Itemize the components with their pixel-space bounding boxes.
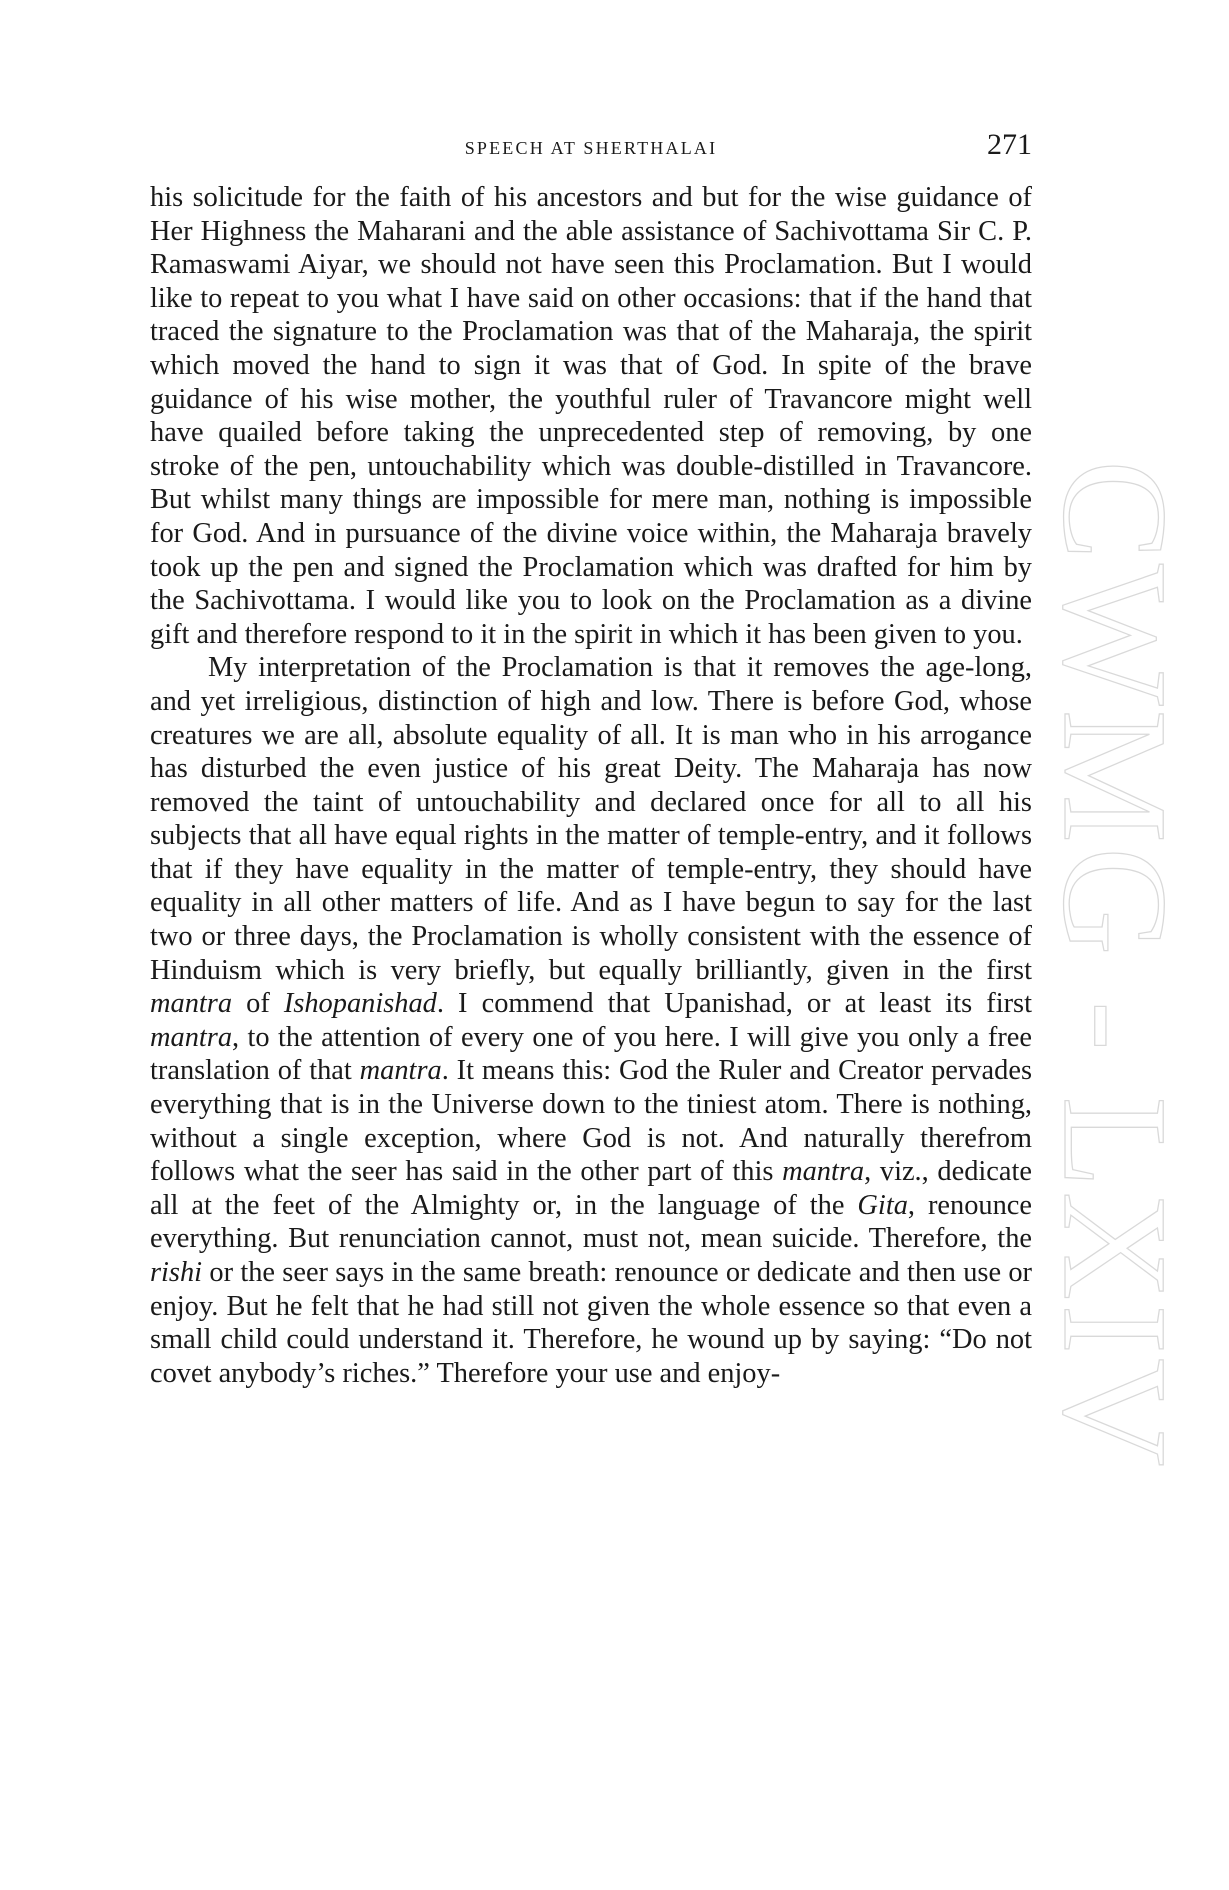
paragraph <box>150 181 1032 651</box>
italic-term: mantra <box>150 988 233 1020</box>
text-run: . It means this: God the Ruler and Creator pervades everything that is in the Universe down to the tiniest atom. There is nothing, without a single exception, where God is not. And naturally therefrom follows what the seer has said in the other part of this <box>150 1055 1032 1188</box>
page-number: 271 <box>987 128 1032 161</box>
paragraph <box>150 651 1032 1390</box>
body-text <box>150 181 1032 1390</box>
italic-term: mantra <box>782 1156 865 1188</box>
italic-term: mantra <box>359 1055 442 1087</box>
italic-term: Ishopanishad <box>283 988 437 1020</box>
running-head <box>150 128 1032 168</box>
italic-term: Gita <box>857 1189 908 1221</box>
text-run: , renounce everything. But renunciation cannot, must not, mean suicide. Therefore, the <box>150 1189 1033 1255</box>
running-title: SPEECH AT SHERTHALAI <box>464 138 718 158</box>
text-run: of <box>232 988 284 1020</box>
text-run: My interpretation of the Proclamation is that it removes the age-long, and yet irreligious, distinction of high and low. There is before God, whose creatures we are all, absolute equality of all. It is man who in his arrogance has disturbed the even justice of his great Deity. The Maharaja has now removed the taint of untouchability and declared once for all to all his subjects that all have equal rights in the matter of temple-entry, and it follows that if they have equality in the matter of temple-entry, they should have equality in all other matters of life. And as I have begun to say for the last two or three days, the Proclamation is wholly consistent with the essence of Hinduism which is very briefly, but equally brilliantly, given in the first <box>150 652 1032 986</box>
text-run: . I commend that Upanishad, or at least its first <box>436 988 1032 1020</box>
italic-term: rishi <box>150 1257 203 1288</box>
watermark: CWMG - LXIV <box>1032 460 1198 1471</box>
italic-term: mantra <box>150 1021 233 1053</box>
text-run: , to the attention of every one of you here. I will give you only a free translation of that <box>150 1021 1032 1087</box>
text-run: or the seer says in the same breath: renounce or dedicate and then use or enjoy. But he felt that he had still not given the whole essence so that even a small child could understand it. Therefore, he wound up by saying: “Do not covet anybody’s riches.” Therefore your use and enjoy- <box>150 1257 1032 1389</box>
text-run: his solicitude for the faith of his ancestors and but for the wise guidance of Her Highness the Maharani and the able assistance of Sachivottama Sir C. P. Ramaswami Aiyar, we should not have seen this Proclamation. But I would like to repeat to you what I have said on other occasions: that if the hand that traced the signature to the Proclamation was that of the Maharaja, the spirit which moved the hand to sign it was that of God. In spite of the brave guidance of his wise mother, the youthful ruler of Travancore might well have quailed before taking the unprecedented step of removing, by one stroke of the pen, untouchability which was double-distilled in Travancore. But whilst many things are impossible for mere man, nothing is impossible for God. And in pursuance of the divine voice within, the Maharaja bravely took up the pen and signed the Proclamation which was drafted for him by the Sachivottama. I would like you to look on the Proclamation as a divine gift and therefore respond to it in the spirit in which it has been given to you. <box>150 182 1032 650</box>
text-run: , viz., dedicate all at the feet of the Almighty or, in the language of the <box>150 1156 1032 1221</box>
